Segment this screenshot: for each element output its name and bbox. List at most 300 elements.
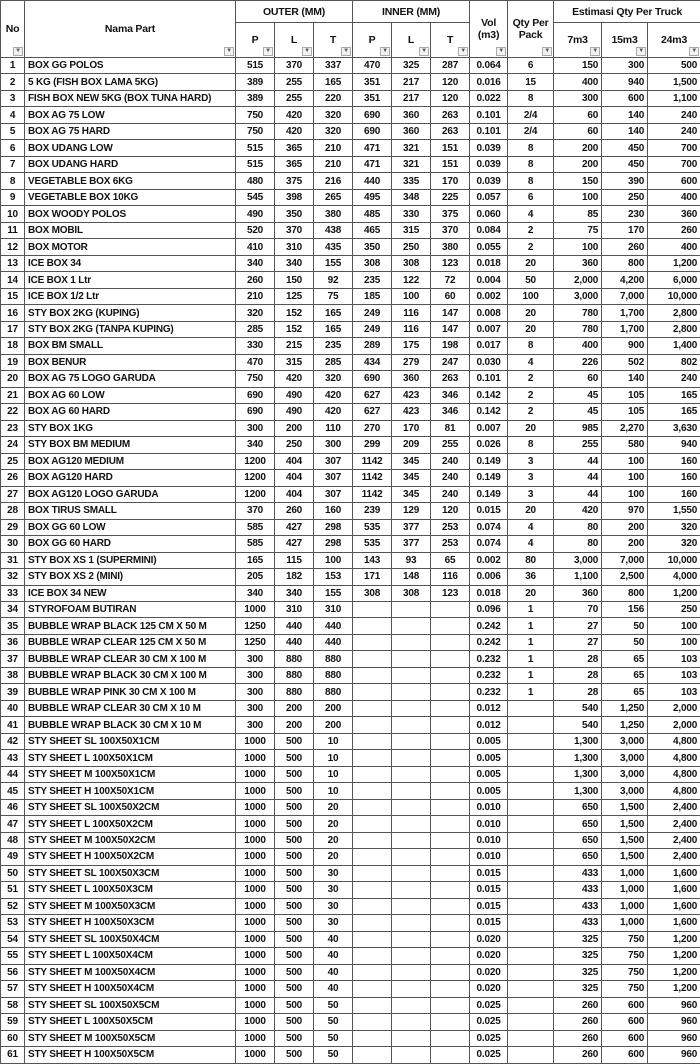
cell-no[interactable]: 6 (1, 140, 25, 156)
cell-qty-24m3[interactable]: 1,600 (648, 865, 700, 881)
cell-outer-p[interactable]: 515 (236, 156, 275, 172)
cell-vol[interactable]: 0.018 (470, 585, 508, 601)
cell-inner-t[interactable]: 225 (431, 189, 470, 205)
cell-outer-l[interactable]: 880 (275, 651, 314, 667)
cell-qty-7m3[interactable]: 540 (554, 700, 602, 716)
cell-name[interactable]: BUBBLE WRAP BLACK 125 CM X 50 M (25, 618, 236, 634)
cell-name[interactable]: BOX TIRUS SMALL (25, 503, 236, 519)
cell-outer-t[interactable]: 216 (314, 173, 353, 189)
cell-vol[interactable]: 0.232 (470, 651, 508, 667)
cell-qty-15m3[interactable]: 4,200 (602, 272, 648, 288)
cell-vol[interactable]: 0.142 (470, 387, 508, 403)
cell-name[interactable]: STY SHEET M 100X50X4CM (25, 964, 236, 980)
cell-qty-15m3[interactable]: 1,000 (602, 882, 648, 898)
cell-qty[interactable]: 2/4 (508, 107, 554, 123)
cell-vol[interactable]: 0.025 (470, 1047, 508, 1063)
cell-no[interactable]: 19 (1, 354, 25, 370)
cell-name[interactable]: STY SHEET H 100X50X3CM (25, 915, 236, 931)
cell-outer-t[interactable]: 155 (314, 585, 353, 601)
cell-vol[interactable]: 0.232 (470, 667, 508, 683)
cell-vol[interactable]: 0.015 (470, 898, 508, 914)
cell-outer-p[interactable]: 1000 (236, 898, 275, 914)
cell-qty[interactable] (508, 783, 554, 799)
cell-qty-7m3[interactable]: 985 (554, 420, 602, 436)
cell-inner-p[interactable] (353, 964, 392, 980)
cell-inner-p[interactable]: 351 (353, 74, 392, 90)
cell-vol[interactable]: 0.004 (470, 272, 508, 288)
cell-inner-p[interactable]: 1142 (353, 470, 392, 486)
cell-outer-t[interactable]: 40 (314, 931, 353, 947)
cell-qty-24m3[interactable]: 1,200 (648, 964, 700, 980)
cell-vol[interactable]: 0.149 (470, 486, 508, 502)
cell-inner-p[interactable] (353, 1047, 392, 1063)
cell-no[interactable]: 41 (1, 717, 25, 733)
cell-vol[interactable]: 0.057 (470, 189, 508, 205)
cell-inner-l[interactable]: 308 (392, 255, 431, 271)
cell-no[interactable]: 37 (1, 651, 25, 667)
cell-no[interactable]: 60 (1, 1030, 25, 1046)
cell-outer-l[interactable]: 500 (275, 849, 314, 865)
cell-inner-p[interactable]: 308 (353, 585, 392, 601)
cell-qty[interactable]: 8 (508, 90, 554, 106)
cell-outer-t[interactable]: 307 (314, 486, 353, 502)
cell-name[interactable]: BOX GG 60 HARD (25, 536, 236, 552)
cell-qty-7m3[interactable]: 325 (554, 981, 602, 997)
cell-qty-24m3[interactable]: 160 (648, 470, 700, 486)
cell-name[interactable]: FISH BOX NEW 5KG (BOX TUNA HARD) (25, 90, 236, 106)
cell-outer-t[interactable]: 298 (314, 536, 353, 552)
cell-inner-p[interactable] (353, 601, 392, 617)
cell-qty-7m3[interactable]: 1,300 (554, 766, 602, 782)
cell-vol[interactable]: 0.010 (470, 849, 508, 865)
cell-qty-7m3[interactable]: 780 (554, 321, 602, 337)
cell-outer-p[interactable]: 300 (236, 717, 275, 733)
cell-outer-l[interactable]: 255 (275, 90, 314, 106)
cell-outer-p[interactable]: 1200 (236, 453, 275, 469)
cell-qty[interactable] (508, 882, 554, 898)
cell-qty-7m3[interactable]: 360 (554, 585, 602, 601)
cell-no[interactable]: 12 (1, 239, 25, 255)
cell-no[interactable]: 9 (1, 189, 25, 205)
cell-inner-t[interactable] (431, 1030, 470, 1046)
cell-outer-l[interactable]: 260 (275, 503, 314, 519)
cell-qty[interactable] (508, 931, 554, 947)
cell-qty-24m3[interactable]: 2,400 (648, 799, 700, 815)
cell-inner-t[interactable] (431, 948, 470, 964)
cell-no[interactable]: 52 (1, 898, 25, 914)
cell-inner-l[interactable] (392, 981, 431, 997)
cell-outer-l[interactable]: 125 (275, 288, 314, 304)
cell-outer-t[interactable]: 310 (314, 601, 353, 617)
cell-vol[interactable]: 0.026 (470, 437, 508, 453)
cell-vol[interactable]: 0.005 (470, 766, 508, 782)
filter-dropdown-icon[interactable]: ▼ (302, 47, 312, 56)
cell-inner-l[interactable]: 423 (392, 387, 431, 403)
cell-no[interactable]: 57 (1, 981, 25, 997)
filter-dropdown-icon[interactable]: ▼ (636, 47, 646, 56)
cell-no[interactable]: 23 (1, 420, 25, 436)
cell-outer-t[interactable]: 200 (314, 700, 353, 716)
cell-inner-l[interactable] (392, 865, 431, 881)
cell-no[interactable]: 27 (1, 486, 25, 502)
cell-qty-7m3[interactable]: 325 (554, 948, 602, 964)
cell-outer-l[interactable]: 500 (275, 882, 314, 898)
cell-outer-l[interactable]: 500 (275, 865, 314, 881)
cell-inner-p[interactable] (353, 816, 392, 832)
cell-inner-p[interactable]: 690 (353, 107, 392, 123)
cell-vol[interactable]: 0.232 (470, 684, 508, 700)
cell-vol[interactable]: 0.007 (470, 321, 508, 337)
cell-qty-15m3[interactable]: 1,700 (602, 321, 648, 337)
cell-outer-l[interactable]: 880 (275, 667, 314, 683)
cell-qty[interactable]: 36 (508, 569, 554, 585)
cell-qty-15m3[interactable]: 1,500 (602, 849, 648, 865)
cell-no[interactable]: 1 (1, 58, 25, 74)
cell-inner-t[interactable]: 151 (431, 156, 470, 172)
cell-qty-7m3[interactable]: 80 (554, 536, 602, 552)
cell-inner-l[interactable] (392, 799, 431, 815)
cell-qty-24m3[interactable]: 320 (648, 536, 700, 552)
cell-inner-t[interactable] (431, 832, 470, 848)
cell-no[interactable]: 47 (1, 816, 25, 832)
filter-dropdown-icon[interactable]: ▼ (542, 47, 552, 56)
cell-qty-24m3[interactable]: 4,800 (648, 750, 700, 766)
cell-qty-15m3[interactable]: 260 (602, 239, 648, 255)
cell-name[interactable]: BOX UDANG HARD (25, 156, 236, 172)
cell-outer-p[interactable]: 1000 (236, 981, 275, 997)
cell-qty-15m3[interactable]: 1,000 (602, 865, 648, 881)
cell-no[interactable]: 34 (1, 601, 25, 617)
cell-outer-p[interactable]: 1000 (236, 750, 275, 766)
filter-dropdown-icon[interactable]: ▼ (263, 47, 273, 56)
cell-inner-l[interactable] (392, 750, 431, 766)
cell-outer-t[interactable]: 10 (314, 766, 353, 782)
cell-no[interactable]: 4 (1, 107, 25, 123)
cell-inner-l[interactable] (392, 733, 431, 749)
cell-no[interactable]: 16 (1, 305, 25, 321)
cell-no[interactable]: 17 (1, 321, 25, 337)
cell-vol[interactable]: 0.149 (470, 470, 508, 486)
cell-inner-p[interactable]: 1142 (353, 486, 392, 502)
cell-qty[interactable] (508, 717, 554, 733)
cell-qty-15m3[interactable]: 3,000 (602, 750, 648, 766)
cell-name[interactable]: BOX GG 60 LOW (25, 519, 236, 535)
cell-no[interactable]: 13 (1, 255, 25, 271)
cell-qty-15m3[interactable]: 300 (602, 58, 648, 74)
cell-vol[interactable]: 0.242 (470, 634, 508, 650)
cell-outer-t[interactable]: 110 (314, 420, 353, 436)
cell-no[interactable]: 49 (1, 849, 25, 865)
cell-qty-24m3[interactable]: 240 (648, 107, 700, 123)
cell-outer-l[interactable]: 500 (275, 898, 314, 914)
cell-qty-7m3[interactable]: 80 (554, 519, 602, 535)
cell-vol[interactable]: 0.101 (470, 107, 508, 123)
cell-qty-24m3[interactable]: 4,800 (648, 783, 700, 799)
cell-outer-t[interactable]: 420 (314, 404, 353, 420)
cell-outer-p[interactable]: 750 (236, 123, 275, 139)
cell-name[interactable]: BOX AG 75 HARD (25, 123, 236, 139)
cell-vol[interactable]: 0.010 (470, 799, 508, 815)
cell-no[interactable]: 35 (1, 618, 25, 634)
cell-qty-24m3[interactable]: 1,200 (648, 585, 700, 601)
cell-no[interactable]: 20 (1, 371, 25, 387)
cell-qty[interactable]: 2 (508, 371, 554, 387)
cell-qty[interactable]: 20 (508, 305, 554, 321)
cell-no[interactable]: 43 (1, 750, 25, 766)
cell-inner-p[interactable] (353, 684, 392, 700)
cell-inner-p[interactable] (353, 931, 392, 947)
cell-outer-t[interactable]: 265 (314, 189, 353, 205)
cell-qty[interactable]: 1 (508, 667, 554, 683)
cell-qty-7m3[interactable]: 75 (554, 222, 602, 238)
cell-qty-24m3[interactable]: 2,000 (648, 717, 700, 733)
cell-outer-l[interactable]: 500 (275, 816, 314, 832)
cell-outer-t[interactable]: 10 (314, 783, 353, 799)
cell-inner-l[interactable]: 377 (392, 536, 431, 552)
cell-qty-15m3[interactable]: 600 (602, 1030, 648, 1046)
cell-qty-15m3[interactable]: 390 (602, 173, 648, 189)
cell-no[interactable]: 50 (1, 865, 25, 881)
cell-vol[interactable]: 0.025 (470, 997, 508, 1013)
cell-qty-7m3[interactable]: 433 (554, 882, 602, 898)
cell-inner-p[interactable]: 535 (353, 536, 392, 552)
cell-outer-l[interactable]: 427 (275, 536, 314, 552)
cell-inner-l[interactable]: 315 (392, 222, 431, 238)
cell-qty-24m3[interactable]: 1,600 (648, 898, 700, 914)
cell-qty-7m3[interactable]: 325 (554, 931, 602, 947)
cell-inner-p[interactable]: 235 (353, 272, 392, 288)
cell-outer-p[interactable]: 1000 (236, 816, 275, 832)
cell-name[interactable]: BOX BM SMALL (25, 338, 236, 354)
cell-vol[interactable]: 0.022 (470, 90, 508, 106)
cell-qty[interactable]: 50 (508, 272, 554, 288)
cell-inner-t[interactable] (431, 601, 470, 617)
cell-qty-24m3[interactable]: 103 (648, 651, 700, 667)
cell-no[interactable]: 42 (1, 733, 25, 749)
cell-outer-p[interactable]: 1200 (236, 470, 275, 486)
cell-qty-15m3[interactable]: 140 (602, 123, 648, 139)
cell-no[interactable]: 40 (1, 700, 25, 716)
cell-outer-p[interactable]: 490 (236, 206, 275, 222)
cell-qty[interactable]: 2/4 (508, 123, 554, 139)
cell-name[interactable]: STY SHEET L 100X50X2CM (25, 816, 236, 832)
cell-outer-l[interactable]: 500 (275, 964, 314, 980)
cell-no[interactable]: 8 (1, 173, 25, 189)
cell-inner-t[interactable]: 120 (431, 503, 470, 519)
cell-outer-l[interactable]: 370 (275, 58, 314, 74)
cell-name[interactable]: STY SHEET M 100X50X3CM (25, 898, 236, 914)
cell-inner-t[interactable]: 147 (431, 321, 470, 337)
cell-outer-p[interactable]: 320 (236, 305, 275, 321)
cell-qty-24m3[interactable]: 960 (648, 1014, 700, 1030)
cell-outer-p[interactable]: 260 (236, 272, 275, 288)
cell-inner-l[interactable]: 279 (392, 354, 431, 370)
cell-qty[interactable]: 8 (508, 140, 554, 156)
cell-name[interactable]: STY SHEET L 100X50X3CM (25, 882, 236, 898)
cell-outer-l[interactable]: 115 (275, 552, 314, 568)
cell-qty-7m3[interactable]: 45 (554, 404, 602, 420)
cell-qty-24m3[interactable]: 1,100 (648, 90, 700, 106)
cell-qty[interactable]: 6 (508, 58, 554, 74)
cell-outer-p[interactable]: 1250 (236, 618, 275, 634)
cell-no[interactable]: 10 (1, 206, 25, 222)
cell-outer-l[interactable]: 500 (275, 832, 314, 848)
cell-name[interactable]: ICE BOX 1 Ltr (25, 272, 236, 288)
cell-qty-7m3[interactable]: 255 (554, 437, 602, 453)
cell-inner-p[interactable] (353, 766, 392, 782)
cell-inner-t[interactable] (431, 1014, 470, 1030)
cell-inner-l[interactable]: 325 (392, 58, 431, 74)
cell-name[interactable]: STY SHEET L 100X50X5CM (25, 1014, 236, 1030)
filter-dropdown-icon[interactable]: ▼ (419, 47, 429, 56)
cell-inner-t[interactable] (431, 783, 470, 799)
cell-inner-p[interactable] (353, 667, 392, 683)
cell-vol[interactable]: 0.055 (470, 239, 508, 255)
cell-qty[interactable] (508, 816, 554, 832)
cell-inner-t[interactable]: 81 (431, 420, 470, 436)
cell-no[interactable]: 28 (1, 503, 25, 519)
cell-inner-t[interactable]: 60 (431, 288, 470, 304)
cell-inner-p[interactable] (353, 948, 392, 964)
cell-qty-7m3[interactable]: 433 (554, 898, 602, 914)
cell-inner-l[interactable] (392, 1047, 431, 1063)
cell-vol[interactable]: 0.020 (470, 931, 508, 947)
cell-outer-l[interactable]: 200 (275, 700, 314, 716)
cell-qty[interactable] (508, 750, 554, 766)
cell-outer-l[interactable]: 370 (275, 222, 314, 238)
cell-inner-l[interactable] (392, 948, 431, 964)
cell-no[interactable]: 38 (1, 667, 25, 683)
cell-outer-l[interactable]: 350 (275, 206, 314, 222)
cell-qty-7m3[interactable]: 60 (554, 123, 602, 139)
cell-outer-p[interactable]: 205 (236, 569, 275, 585)
cell-outer-l[interactable]: 250 (275, 437, 314, 453)
cell-inner-l[interactable] (392, 898, 431, 914)
cell-inner-l[interactable]: 321 (392, 140, 431, 156)
cell-qty-7m3[interactable]: 300 (554, 90, 602, 106)
cell-vol[interactable]: 0.039 (470, 140, 508, 156)
cell-inner-l[interactable]: 93 (392, 552, 431, 568)
cell-qty[interactable]: 8 (508, 437, 554, 453)
cell-inner-l[interactable]: 217 (392, 90, 431, 106)
cell-inner-p[interactable] (353, 1030, 392, 1046)
cell-outer-p[interactable]: 585 (236, 536, 275, 552)
cell-outer-t[interactable]: 438 (314, 222, 353, 238)
cell-outer-t[interactable]: 420 (314, 387, 353, 403)
cell-qty-15m3[interactable]: 1,500 (602, 832, 648, 848)
cell-name[interactable]: BOX UDANG LOW (25, 140, 236, 156)
cell-outer-l[interactable]: 500 (275, 915, 314, 931)
cell-inner-t[interactable]: 253 (431, 536, 470, 552)
cell-inner-t[interactable]: 120 (431, 74, 470, 90)
cell-inner-l[interactable]: 170 (392, 420, 431, 436)
cell-inner-t[interactable] (431, 898, 470, 914)
cell-inner-p[interactable]: 627 (353, 404, 392, 420)
cell-inner-p[interactable]: 535 (353, 519, 392, 535)
cell-outer-l[interactable]: 398 (275, 189, 314, 205)
cell-name[interactable]: STY SHEET SL 100X50X4CM (25, 931, 236, 947)
cell-name[interactable]: STY SHEET L 100X50X1CM (25, 750, 236, 766)
cell-qty[interactable]: 2 (508, 239, 554, 255)
cell-qty-24m3[interactable]: 500 (648, 58, 700, 74)
cell-name[interactable]: STY SHEET SL 100X50X1CM (25, 733, 236, 749)
cell-vol[interactable]: 0.005 (470, 783, 508, 799)
cell-qty-15m3[interactable]: 970 (602, 503, 648, 519)
cell-inner-t[interactable] (431, 1047, 470, 1063)
cell-qty-15m3[interactable]: 1,000 (602, 898, 648, 914)
cell-qty-7m3[interactable]: 28 (554, 684, 602, 700)
cell-inner-l[interactable]: 423 (392, 404, 431, 420)
cell-inner-l[interactable]: 345 (392, 486, 431, 502)
cell-no[interactable]: 26 (1, 470, 25, 486)
cell-qty-7m3[interactable]: 27 (554, 634, 602, 650)
cell-no[interactable]: 25 (1, 453, 25, 469)
cell-no[interactable]: 61 (1, 1047, 25, 1063)
cell-qty-24m3[interactable]: 250 (648, 601, 700, 617)
cell-qty-7m3[interactable]: 420 (554, 503, 602, 519)
cell-outer-t[interactable]: 320 (314, 371, 353, 387)
cell-inner-l[interactable]: 308 (392, 585, 431, 601)
cell-qty-7m3[interactable]: 70 (554, 601, 602, 617)
cell-inner-l[interactable]: 360 (392, 123, 431, 139)
cell-inner-p[interactable] (353, 651, 392, 667)
cell-inner-l[interactable] (392, 1014, 431, 1030)
cell-qty[interactable] (508, 700, 554, 716)
cell-qty-24m3[interactable]: 10,000 (648, 288, 700, 304)
cell-no[interactable]: 44 (1, 766, 25, 782)
cell-outer-t[interactable]: 30 (314, 865, 353, 881)
cell-inner-l[interactable] (392, 816, 431, 832)
cell-qty-7m3[interactable]: 433 (554, 865, 602, 881)
cell-qty-7m3[interactable]: 360 (554, 255, 602, 271)
cell-name[interactable]: STY BOX XS 1 (SUPERMINI) (25, 552, 236, 568)
cell-qty[interactable]: 8 (508, 338, 554, 354)
cell-vol[interactable]: 0.002 (470, 552, 508, 568)
cell-qty-24m3[interactable]: 2,000 (648, 700, 700, 716)
cell-qty-24m3[interactable]: 100 (648, 634, 700, 650)
cell-qty-15m3[interactable]: 230 (602, 206, 648, 222)
cell-qty-7m3[interactable]: 100 (554, 189, 602, 205)
cell-outer-p[interactable]: 300 (236, 684, 275, 700)
cell-inner-t[interactable]: 151 (431, 140, 470, 156)
cell-qty-7m3[interactable]: 260 (554, 997, 602, 1013)
cell-name[interactable]: ICE BOX 1/2 Ltr (25, 288, 236, 304)
cell-outer-l[interactable]: 152 (275, 305, 314, 321)
cell-qty[interactable] (508, 981, 554, 997)
cell-outer-t[interactable]: 40 (314, 948, 353, 964)
cell-name[interactable]: ICE BOX 34 (25, 255, 236, 271)
cell-qty-15m3[interactable]: 600 (602, 1047, 648, 1063)
cell-name[interactable]: BOX GG POLOS (25, 58, 236, 74)
cell-outer-t[interactable]: 320 (314, 107, 353, 123)
cell-outer-p[interactable]: 1200 (236, 486, 275, 502)
cell-qty-24m3[interactable]: 1,200 (648, 255, 700, 271)
cell-qty-15m3[interactable]: 1,000 (602, 915, 648, 931)
cell-qty-15m3[interactable]: 800 (602, 585, 648, 601)
cell-vol[interactable]: 0.015 (470, 915, 508, 931)
cell-qty-15m3[interactable]: 200 (602, 519, 648, 535)
cell-inner-t[interactable] (431, 865, 470, 881)
filter-dropdown-icon[interactable]: ▼ (341, 47, 351, 56)
cell-inner-l[interactable]: 129 (392, 503, 431, 519)
cell-outer-t[interactable]: 380 (314, 206, 353, 222)
cell-qty[interactable] (508, 832, 554, 848)
cell-vol[interactable]: 0.020 (470, 981, 508, 997)
cell-no[interactable]: 21 (1, 387, 25, 403)
cell-qty-24m3[interactable]: 320 (648, 519, 700, 535)
cell-qty-15m3[interactable]: 200 (602, 536, 648, 552)
cell-qty-24m3[interactable]: 240 (648, 123, 700, 139)
